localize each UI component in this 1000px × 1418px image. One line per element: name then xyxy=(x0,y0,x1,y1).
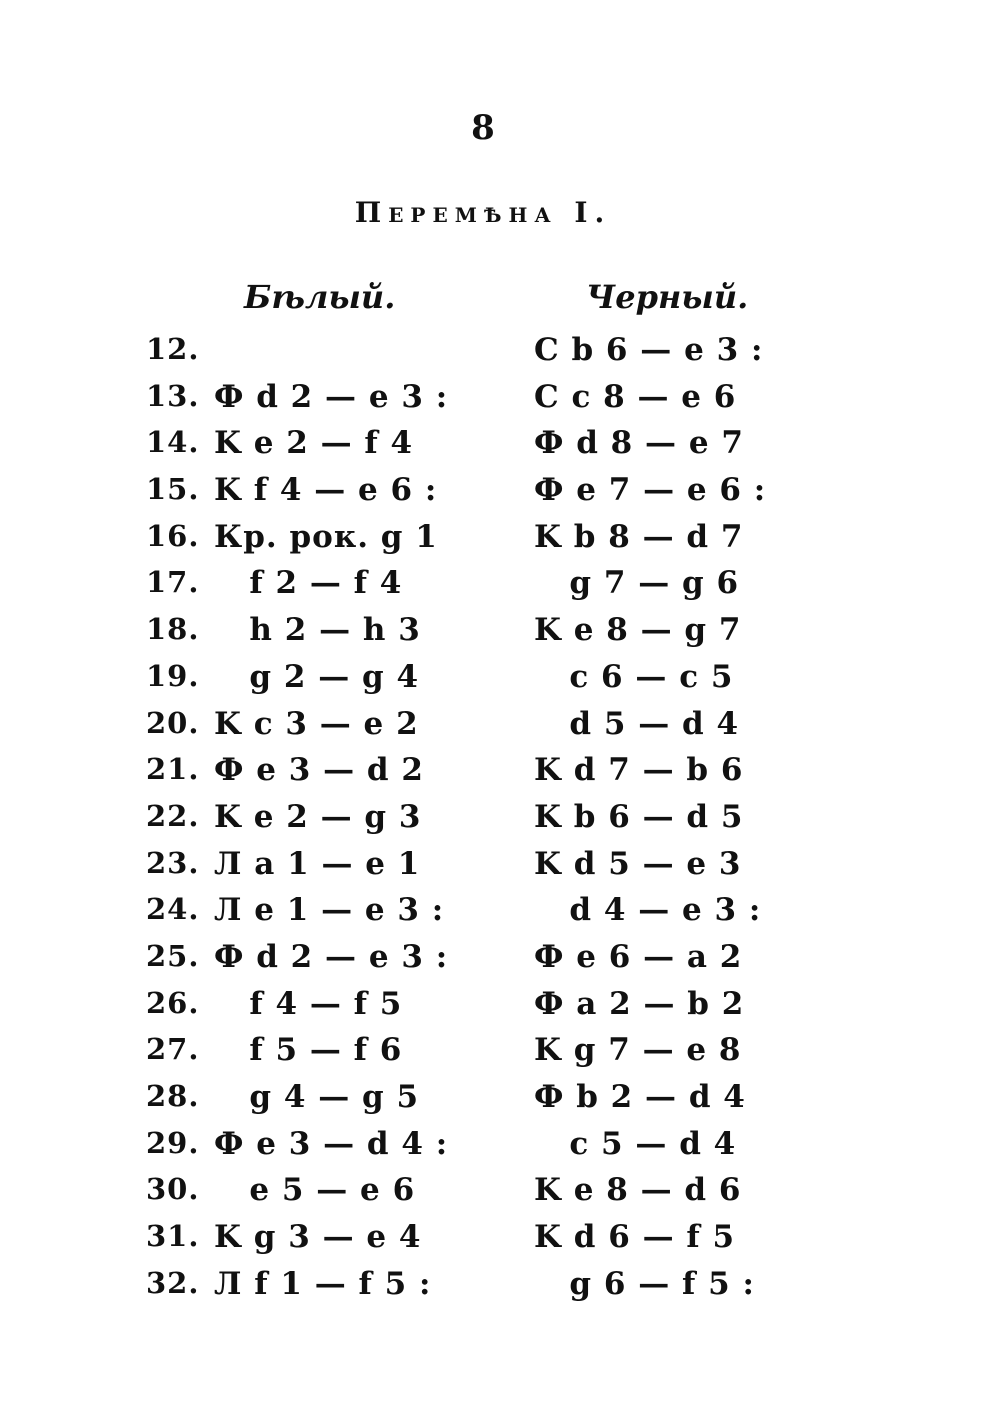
move-row xyxy=(0,326,1000,373)
page-number: 8 xyxy=(471,108,495,148)
move-row xyxy=(0,980,1000,1027)
move-number: 23. xyxy=(146,845,200,880)
black-move: K e 8 — d 6 xyxy=(534,1172,742,1209)
white-move: Ф d 2 — e 3 : xyxy=(214,938,449,975)
white-move: Л a 1 — e 1 xyxy=(214,845,421,882)
black-move: K b 6 — d 5 xyxy=(534,798,744,835)
black-column-heading: Черный. xyxy=(586,278,749,316)
moves-table xyxy=(0,326,1000,1306)
move-number: 19. xyxy=(146,658,200,693)
move-row xyxy=(0,793,1000,840)
white-move: K e 2 — f 4 xyxy=(214,425,414,462)
white-move: K f 4 — e 6 : xyxy=(214,472,438,509)
move-row xyxy=(0,653,1000,700)
black-move: K b 8 — d 7 xyxy=(534,518,744,555)
move-number: 17. xyxy=(146,565,200,600)
move-row xyxy=(0,933,1000,980)
black-move: K d 6 — f 5 xyxy=(534,1219,736,1256)
move-number: 15. xyxy=(146,472,200,507)
move-number: 27. xyxy=(146,1032,200,1067)
black-move: c 6 — c 5 xyxy=(534,658,734,695)
move-number: 28. xyxy=(146,1079,200,1113)
white-column-heading: Бѣлый. xyxy=(244,278,396,316)
move-number: 25. xyxy=(146,938,200,973)
black-move: g 6 — f 5 : xyxy=(534,1265,755,1302)
black-move: K d 5 — e 3 xyxy=(534,845,742,882)
white-move: f 2 — f 4 xyxy=(214,565,403,602)
move-number: 30. xyxy=(146,1172,200,1207)
move-number: 13. xyxy=(146,378,200,413)
move-row xyxy=(0,886,1000,933)
white-move: Л f 1 — f 5 : xyxy=(214,1265,432,1302)
move-number: 14. xyxy=(146,425,200,460)
move-number: 26. xyxy=(146,985,200,1020)
black-move: Ф e 7 — e 6 : xyxy=(534,472,767,509)
move-row xyxy=(0,1213,1000,1260)
move-row xyxy=(0,373,1000,420)
move-row xyxy=(0,513,1000,560)
move-row xyxy=(0,700,1000,747)
white-move: g 2 — g 4 xyxy=(214,658,420,695)
white-move: g 4 — g 5 xyxy=(214,1079,420,1115)
variation-heading: Перемѣна I. xyxy=(354,196,612,229)
move-number: 22. xyxy=(146,798,200,833)
black-move: g 7 — g 6 xyxy=(534,565,740,602)
move-row xyxy=(0,1073,1000,1120)
move-row xyxy=(0,419,1000,466)
move-number: 29. xyxy=(146,1125,200,1160)
black-move: Ф a 2 — b 2 xyxy=(534,985,745,1022)
black-move: K g 7 — e 8 xyxy=(534,1032,742,1069)
white-move: Ф d 2 — e 3 : xyxy=(214,378,449,415)
white-move: K g 3 — e 4 xyxy=(214,1219,422,1256)
move-row xyxy=(0,466,1000,513)
white-move: K e 2 — g 3 xyxy=(214,798,422,835)
black-move: C b 6 — e 3 : xyxy=(534,332,764,368)
move-number: 24. xyxy=(146,892,200,927)
move-number: 32. xyxy=(146,1265,200,1300)
white-move: K c 3 — e 2 xyxy=(214,705,419,742)
move-row xyxy=(0,1166,1000,1213)
move-row xyxy=(0,746,1000,793)
move-number: 31. xyxy=(146,1219,200,1254)
white-move: f 5 — f 6 xyxy=(214,1032,403,1069)
white-move: e 5 — e 6 xyxy=(214,1172,416,1209)
white-move: Ф e 3 — d 4 : xyxy=(214,1125,449,1162)
black-move: K d 7 — b 6 xyxy=(534,752,744,789)
move-number: 21. xyxy=(146,752,200,787)
black-move: Ф e 6 — a 2 xyxy=(534,938,743,975)
black-move: C c 8 — e 6 xyxy=(534,378,737,415)
move-number: 20. xyxy=(146,705,200,740)
move-number: 12. xyxy=(146,332,200,366)
move-row xyxy=(0,1026,1000,1073)
white-move: Кр. рок. g 1 xyxy=(214,518,438,555)
black-move: Ф d 8 — e 7 xyxy=(534,425,744,462)
move-row xyxy=(0,1260,1000,1307)
black-move: d 4 — e 3 : xyxy=(534,892,762,929)
black-move: K e 8 — g 7 xyxy=(534,612,742,649)
black-move: Ф b 2 — d 4 xyxy=(534,1079,746,1115)
move-number: 18. xyxy=(146,612,200,647)
move-number: 16. xyxy=(146,518,200,553)
white-move: Л e 1 — e 3 : xyxy=(214,892,445,929)
black-move: d 5 — d 4 xyxy=(534,705,740,742)
white-move: f 4 — f 5 xyxy=(214,985,403,1022)
black-move: c 5 — d 4 xyxy=(534,1125,737,1162)
move-row xyxy=(0,1120,1000,1167)
move-row xyxy=(0,840,1000,887)
white-move: h 2 — h 3 xyxy=(214,612,421,649)
move-row xyxy=(0,606,1000,653)
move-row xyxy=(0,559,1000,606)
white-move: Ф e 3 — d 2 xyxy=(214,752,424,789)
